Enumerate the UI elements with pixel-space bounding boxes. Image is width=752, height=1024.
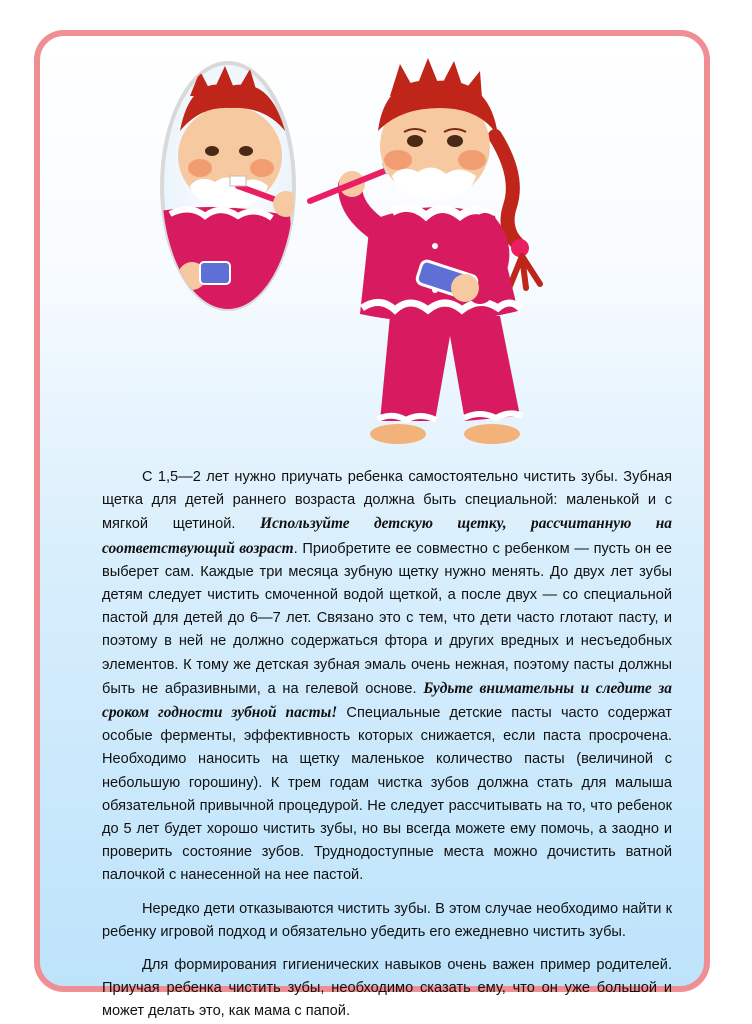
emphasis-child-brush: Используйте детскую щетку, рассчитанную на соответствующий возраст xyxy=(102,515,672,557)
paragraph-1-body: . Приобретите ее совместно с ребенком — пусть он ее выберет сам. Каждые три месяца зубную щетку нужно менять. До двух лет зубы детям следует чистить смоченной водой щеткой, а после двух — со специальной пастой для детей до 6—7 лет. Связано это с тем, что дети часто глотают пасту, и поэтому в ней не должно содержаться фтора и других вредных и несъедобных элементов. К тому же детская зубная эмаль очень нежная, поэтому пасты должны быть не абразивными, а на гелевой основе. xyxy=(102,540,672,697)
paragraph-1-intro: С 1,5—2 лет нужно приучать ребенка самостоятельно чистить зубы. Зубная щетка для детей раннего возраста должна быть специальной: маленькой и с мягкой щетиной. xyxy=(102,469,672,533)
paragraph-3: Для формирования гигиенических навыков очень важен пример родителей. Приучая ребенка чистить зубы, необходимо сказать ему, что он уже большой и может делать это, как мама с папой. xyxy=(102,957,672,1020)
mirror-reflection xyxy=(158,63,300,336)
illustration-girl-brushing-teeth xyxy=(40,36,704,476)
paragraph-1-end: Специальные детские пасты часто содержат особые ферменты, эффективность которых снижается, если паста просрочена. Необходимо наносить на щетку маленькое количество пасты (величиной с небольшую горошину). К трем годам чистка зубов должна стать для малыша обязательной привычной процедурой. Не следует рассчитывать на то, что ребенок до 5 лет будет хорошо чистить зубы, но вы всегда можете ему помочь, а заодно и проверить состояние зубов. Труднодоступные места можно дочистить ватной палочкой с нанесенной на нее пастой. xyxy=(102,705,672,884)
article-text xyxy=(102,466,672,1024)
girl-character xyxy=(310,58,540,444)
page-frame xyxy=(34,30,710,1020)
paragraph-1 xyxy=(102,466,672,888)
emphasis-expiry-date: Будьте внимательны и следите за сроком годности зубной пасты! xyxy=(102,679,673,722)
paragraph-2: Нередко дети отказываются чистить зубы. В этом случае необходимо найти к ребенку игровой подход и обязательно убедить его ежедневно чистить зубы. xyxy=(102,900,672,940)
